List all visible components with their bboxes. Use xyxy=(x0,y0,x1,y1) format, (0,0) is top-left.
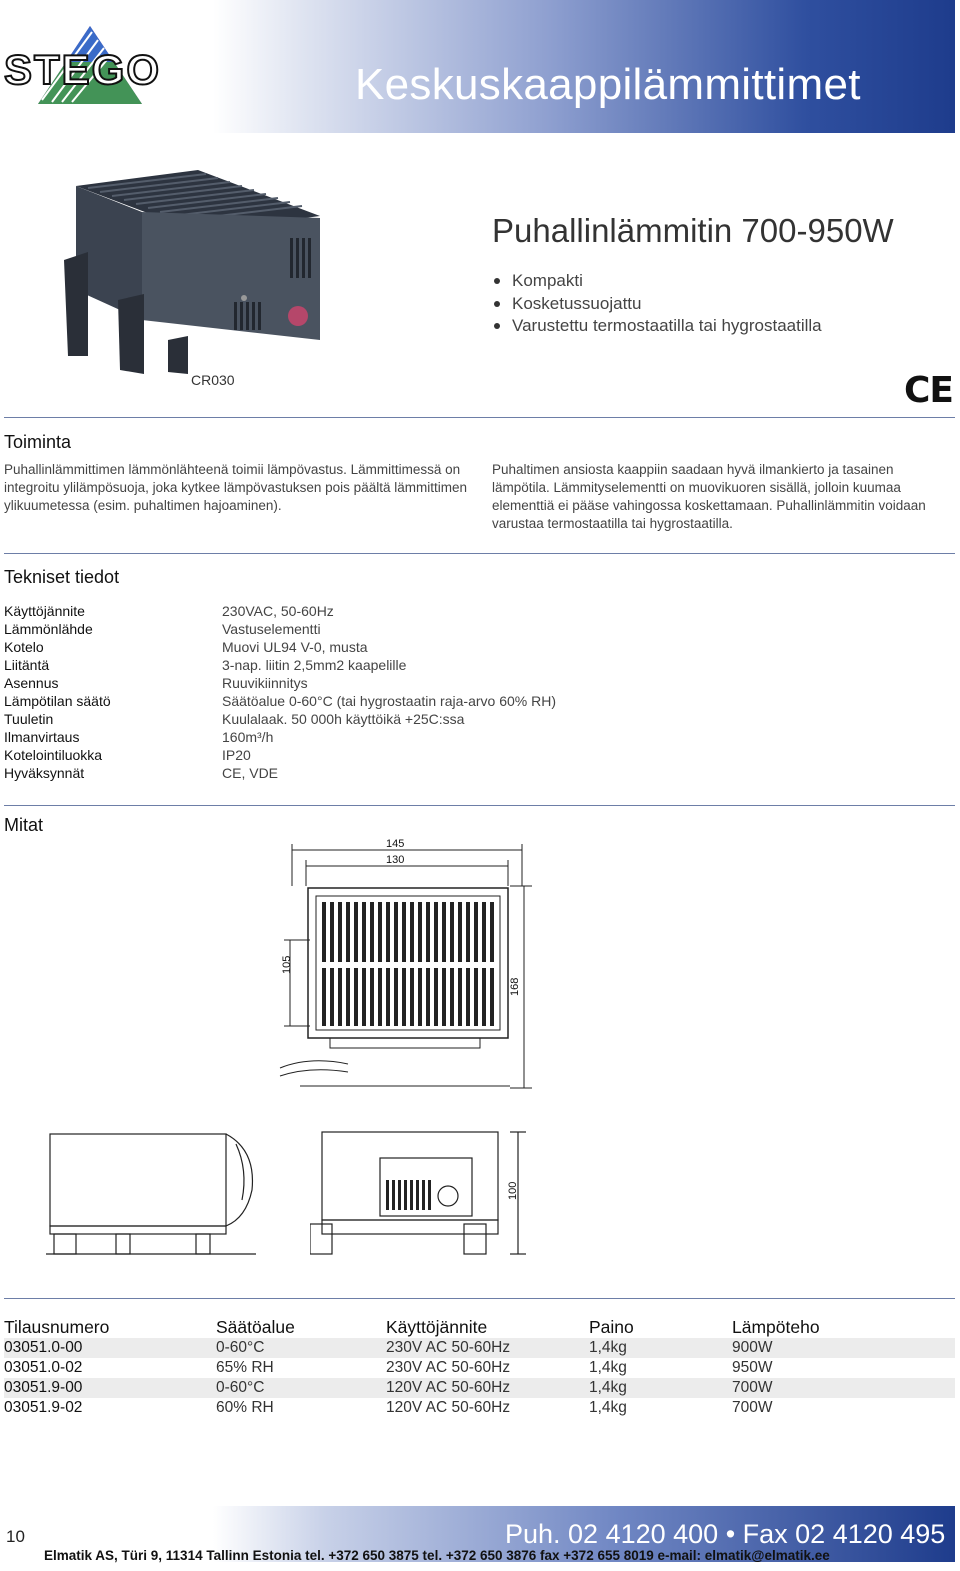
spec-value: Ruuvikiinnitys xyxy=(222,675,308,691)
function-text-left: Puhallinlämmittimen lämmönlähteenä toimii lämpövastus. Lämmittimessä on integroitu ylilämpösuoja, joka kytkee lämpövastuksen pois päältä lämmittimen ylikuumetessa (esim. puhaltimen hajoaminen). xyxy=(4,462,467,513)
feature-list xyxy=(492,270,822,338)
spec-label: Asennus xyxy=(4,675,59,691)
spec-value: Muovi UL94 V-0, musta xyxy=(222,639,368,655)
feature-item: Varustettu termostaatilla tai hygrostaatilla xyxy=(492,315,822,338)
feature-item: Kosketussuojattu xyxy=(492,293,822,316)
divider xyxy=(4,1298,955,1299)
spec-value: Säätöalue 0-60°C (tai hygrostaatin raja-arvo 60% RH) xyxy=(222,693,556,709)
spec-value: CE, VDE xyxy=(222,765,279,781)
spec-row xyxy=(4,746,556,764)
table-row xyxy=(4,1378,955,1398)
function-text-right: Puhaltimen ansiosta kaappiin saadaan hyvä ilmankierto ja tasainen lämpötila. Lämmityselementti on muovikuoren sisällä, jolloin kuumaa elementtiä ei pääse vahingossa koskettamaan. Puhallinlämmitin voidaan varustaa termostaatilla tai hygrostaatilla. xyxy=(492,462,926,531)
section-title-function: Toiminta xyxy=(4,432,72,452)
table-header-row xyxy=(4,1316,955,1338)
section-title-dimensions: Mitat xyxy=(4,815,44,835)
table-cell: 03051.9-00 xyxy=(4,1378,216,1398)
spec-row xyxy=(4,656,556,674)
table-cell: 03051.9-02 xyxy=(4,1399,83,1416)
product-photo xyxy=(58,160,330,375)
table-cell: 700W xyxy=(732,1378,955,1398)
table-cell: 700W xyxy=(732,1399,773,1416)
table-cell: 120V AC 50-60Hz xyxy=(386,1378,589,1398)
product-code: CR030 xyxy=(191,372,235,388)
spec-label: Tuuletin xyxy=(4,711,54,727)
spec-label: Ilmanvirtaus xyxy=(4,729,80,745)
table-cell: 65% RH xyxy=(216,1359,274,1376)
table-cell: 900W xyxy=(732,1338,955,1358)
svg-text:STEGO: STEGO xyxy=(4,46,162,93)
table-row xyxy=(4,1358,955,1378)
side-view-drawing xyxy=(46,1130,266,1260)
column-header: Säätöalue xyxy=(216,1317,295,1337)
spec-row xyxy=(4,764,556,782)
page-title: Keskuskaappilämmittimet xyxy=(355,60,861,109)
table-cell: 03051.0-02 xyxy=(4,1359,83,1376)
footer-phone: Puh. 02 4120 400 • Fax 02 4120 495 xyxy=(505,1519,946,1549)
order-table xyxy=(4,1316,955,1418)
spec-value: 160m³/h xyxy=(222,729,274,745)
spec-label: Liitäntä xyxy=(4,657,50,673)
table-cell: 03051.0-00 xyxy=(4,1338,216,1358)
spec-value: 3-nap. liitin 2,5mm2 kaapelille xyxy=(222,657,407,673)
product-name: Puhallinlämmitin 700-950W xyxy=(492,212,894,249)
spec-label: Lämpötilan säätö xyxy=(4,693,111,709)
column-header: Käyttöjännite xyxy=(386,1317,488,1337)
table-cell: 1,4kg xyxy=(589,1399,627,1416)
divider xyxy=(4,553,955,554)
table-cell: 950W xyxy=(732,1359,773,1376)
column-header: Paino xyxy=(589,1317,634,1337)
spec-row xyxy=(4,692,556,710)
divider xyxy=(4,805,955,806)
spec-value: Vastuselementti xyxy=(222,621,321,637)
table-cell: 230V AC 50-60Hz xyxy=(386,1359,511,1376)
spec-value: Kuulalaak. 50 000h käyttöikä +25C:ssa xyxy=(222,711,465,727)
spec-row xyxy=(4,728,556,746)
spec-label: Kotelointiluokka xyxy=(4,747,103,763)
dim-label-145: 145 xyxy=(386,838,405,850)
footer-contact: Elmatik AS, Türi 9, 11314 Tallinn Estonia tel. +372 650 3875 tel. +372 650 3876 fax +372 655 8019 e-mail: elmatik@elmatik.ee xyxy=(44,1548,830,1563)
dim-label-100: 100 xyxy=(507,1181,519,1200)
divider xyxy=(4,417,955,418)
table-cell: 0-60°C xyxy=(216,1338,386,1358)
front-view-drawing xyxy=(310,1128,530,1260)
table-cell: 60% RH xyxy=(216,1399,274,1416)
table-cell: 1,4kg xyxy=(589,1359,627,1376)
table-cell: 1,4kg xyxy=(589,1338,732,1358)
ce-mark-icon: CE xyxy=(904,370,954,411)
spec-label: Lämmönlähde xyxy=(4,621,93,637)
section-title-specs: Tekniset tiedot xyxy=(4,567,120,587)
table-cell: 0-60°C xyxy=(216,1378,386,1398)
spec-label: Kotelo xyxy=(4,639,44,655)
feature-item: Kompakti xyxy=(492,270,822,293)
dim-label-130: 130 xyxy=(386,854,405,866)
spec-row xyxy=(4,674,556,692)
spec-row xyxy=(4,638,556,656)
dim-label-105: 105 xyxy=(281,955,293,974)
table-row xyxy=(4,1398,955,1418)
spec-row xyxy=(4,710,556,728)
table-row xyxy=(4,1338,955,1358)
spec-label: Hyväksynnät xyxy=(4,765,85,781)
spec-row xyxy=(4,620,556,638)
page-number: 10 xyxy=(6,1527,25,1546)
stego-logo xyxy=(2,22,180,108)
spec-table xyxy=(4,602,556,782)
table-cell: 230V AC 50-60Hz xyxy=(386,1338,589,1358)
top-view-drawing xyxy=(270,836,540,1094)
table-cell: 120V AC 50-60Hz xyxy=(386,1399,511,1416)
spec-value: 230VAC, 50-60Hz xyxy=(222,603,334,619)
column-header: Tilausnumero xyxy=(4,1317,110,1337)
dim-label-168: 168 xyxy=(509,977,521,996)
column-header: Lämpöteho xyxy=(732,1317,820,1337)
spec-label: Käyttöjännite xyxy=(4,603,85,619)
spec-value: IP20 xyxy=(222,747,251,763)
spec-row xyxy=(4,602,556,620)
table-cell: 1,4kg xyxy=(589,1378,732,1398)
